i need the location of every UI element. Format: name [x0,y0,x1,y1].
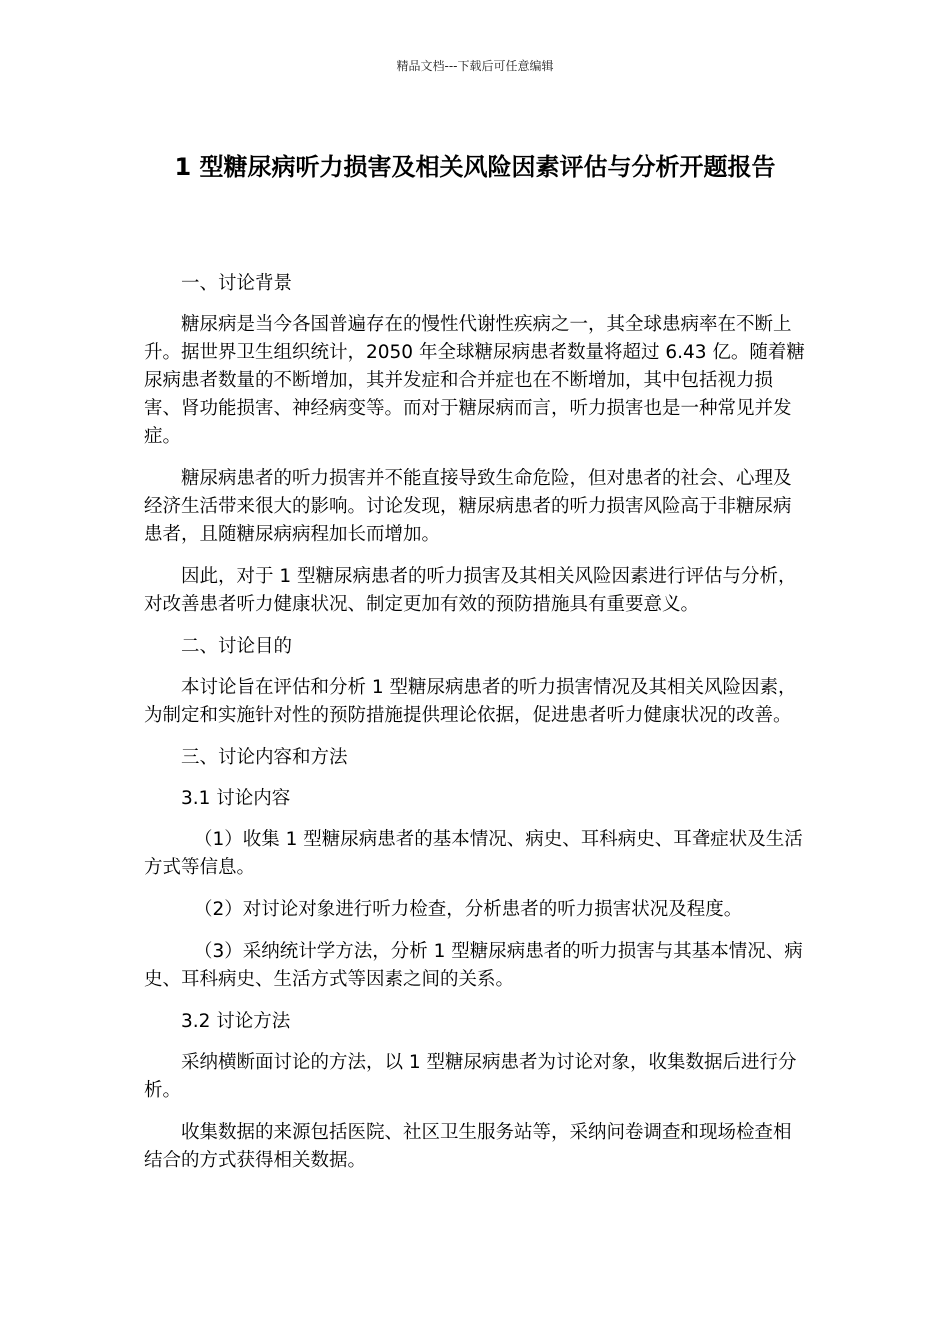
paragraph-background-2: 糖尿病患者的听力损害并不能直接导致生命危险，但对患者的社会、心理及经济生活带来很大的影响。讨论发现，糖尿病患者的听力损害风险高于非糖尿病患者，且随糖尿病病程加长而增加。 [144,468,792,545]
paragraph-background-1: 糖尿病是当今各国普遍存在的慢性代谢性疾病之一，其全球患病率在不断上升。据世界卫生组织统计，2050 年全球糖尿病患者数量将超过 6.43 亿。随着糖尿病患者数量的不断增加，其并发症和合并症也在不断增加，其中包括视力损害、肾功能损害、神经病变等。而对于糖尿病而言，听力损害也是一种常见并发症。 [144,314,805,447]
paragraph-methods-1: 采纳横断面讨论的方法，以 1 型糖尿病患者为讨论对象，收集数据后进行分析。 [144,1052,797,1101]
document-title: 1 型糖尿病听力损害及相关风险因素评估与分析开题报告 [174,153,776,181]
content-item-2: （2）对讨论对象进行听力检查，分析患者的听力损害状况及程度。 [193,899,743,920]
paragraph-background-3: 因此，对于 1 型糖尿病患者的听力损害及其相关风险因素进行评估与分析，对改善患者听力健康状况、制定更加有效的预防措施具有重要意义。 [144,566,797,615]
header-note: 精品文档---下载后可任意编辑 [396,59,554,73]
content-item-1: （1）收集 1 型糖尿病患者的基本情况、病史、耳科病史、耳聋症状及生活方式等信息。 [144,829,803,878]
section-heading-content-methods: 三、讨论内容和方法 [181,747,348,768]
section-heading-purpose: 二、讨论目的 [181,636,293,657]
paragraph-methods-2: 收集数据的来源包括医院、社区卫生服务站等，采纳问卷调查和现场检查相结合的方式获得相关数据。 [144,1122,792,1171]
document-body [144,270,808,1189]
content-item-3: （3）采纳统计学方法，分析 1 型糖尿病患者的听力损害与其基本情况、病史、耳科病史、生活方式等因素之间的关系。 [144,941,803,990]
paragraph-purpose: 本讨论旨在评估和分析 1 型糖尿病患者的听力损害情况及其相关风险因素，为制定和实施针对性的预防措施提供理论依据，促进患者听力健康状况的改善。 [144,677,797,726]
subsection-heading-content: 3.1 讨论内容 [181,788,291,809]
section-heading-background: 一、讨论背景 [181,273,293,294]
subsection-heading-methods: 3.2 讨论方法 [181,1011,291,1032]
